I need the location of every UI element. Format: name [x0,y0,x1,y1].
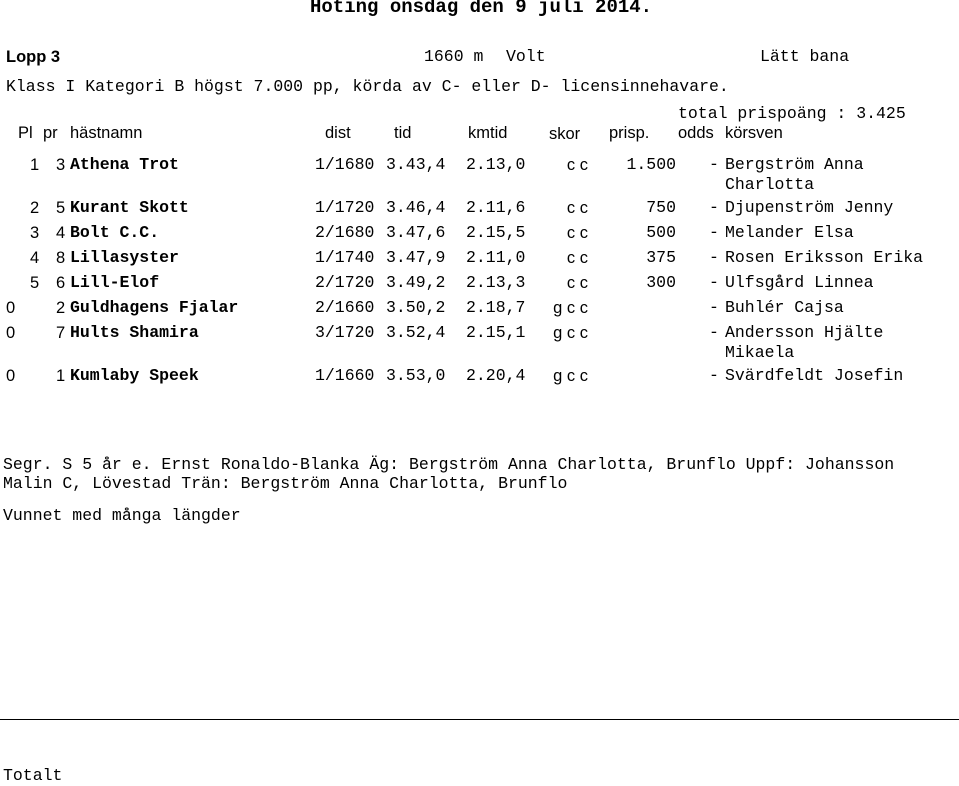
cell-kmtid: 2.11,6 [466,198,526,217]
cell-prisp: 750 [646,198,676,217]
winner-info-line1: Segr. S 5 år e. Ernst Ronaldo-Blanka Äg: Bergström Anna Charlotta, Brunflo Uppf: Johansson [3,455,895,474]
winner-info-line2: Malin C, Lövestad Trän: Bergström Anna Charlotta, Brunflo [3,474,568,493]
cell-dist: 2/1660 [315,298,375,317]
cell-pl: 3 [30,224,40,242]
lopp-label [6,47,60,67]
cell-prisp: 1.500 [626,155,676,174]
header-hastnamn: hästnamn [70,124,143,142]
cell-tid: 3.49,2 [386,273,446,292]
cell-dist: 1/1740 [315,248,375,267]
cell-pr: 6 [56,274,66,292]
cell-pl: 0 [6,367,16,385]
cell-skor: c c [566,199,588,217]
cell-kmtid: 2.11,0 [466,248,526,267]
cell-pl: 0 [6,324,16,342]
cell-kmtid: 2.15,1 [466,323,526,342]
cell-pl: 4 [30,249,40,267]
cell-prisp: 300 [646,273,676,292]
cell-odds: - [709,366,719,385]
cell-dist: 3/1720 [315,323,375,342]
cell-horse-name: Kurant Skott [70,198,189,217]
cell-odds: - [709,273,719,292]
header-skor: skor [549,125,581,143]
cell-tid: 3.46,4 [386,198,446,217]
cell-horse-name: Athena Trot [70,155,179,174]
cell-driver: Svärdfeldt Josefin [725,366,904,385]
cell-pr: 2 [56,299,66,317]
header-prisp: prisp. [609,124,650,142]
header-odds: odds [678,124,714,142]
cell-kmtid: 2.20,4 [466,366,526,385]
page-title: Hoting onsdag den 9 juli 2014. [310,0,653,18]
cell-pr: 4 [56,224,66,242]
cell-skor: g c c [553,299,588,317]
totalt-label: Totalt [3,766,63,785]
track-condition: Lätt bana [760,47,850,66]
cell-kmtid: 2.13,0 [466,155,526,174]
cell-skor: c c [566,224,588,242]
cell-kmtid: 2.18,7 [466,298,526,317]
cell-skor: g c c [553,367,588,385]
header-dist: dist [325,124,351,142]
cell-driver: Melander Elsa [725,223,854,242]
cell-pl: 2 [30,199,40,217]
cell-odds: - [709,323,719,342]
cell-kmtid: 2.15,5 [466,223,526,242]
cell-horse-name: Bolt C.C. [70,223,160,242]
race-comment: Vunnet med många längder [3,506,241,525]
cell-tid: 3.47,6 [386,223,446,242]
cell-odds: - [709,298,719,317]
cell-driver: Ulfsgård Linnea [725,273,874,292]
race-class: Klass I Kategori B högst 7.000 pp, körda av C- eller D- licensinnehavare. [6,77,729,96]
cell-skor: c c [566,156,588,174]
cell-pr: 1 [56,367,66,385]
cell-tid: 3.53,0 [386,366,446,385]
lopp-number: 3 [50,48,61,66]
cell-pr: 5 [56,199,66,217]
cell-horse-name: Lillasyster [70,248,179,267]
cell-horse-name: Guldhagens Fjalar [70,298,239,317]
cell-dist: 1/1660 [315,366,375,385]
cell-skor: g c c [553,324,588,342]
cell-driver: Andersson Hjälte [725,323,884,342]
cell-driver-line2: Charlotta [725,175,815,194]
cell-tid: 3.47,9 [386,248,446,267]
cell-pr: 3 [56,156,66,174]
header-kmtid: kmtid [468,124,508,142]
race-distance: 1660 m [424,47,484,66]
cell-prisp: 375 [646,248,676,267]
cell-kmtid: 2.13,3 [466,273,526,292]
cell-driver: Bergström Anna [725,155,864,174]
cell-tid: 3.52,4 [386,323,446,342]
cell-dist: 2/1720 [315,273,375,292]
cell-odds: - [709,155,719,174]
cell-driver: Djupenström Jenny [725,198,894,217]
cell-pl: 1 [30,156,40,174]
cell-tid: 3.43,4 [386,155,446,174]
cell-horse-name: Kumlaby Speek [70,366,199,385]
cell-pl: 5 [30,274,40,292]
cell-odds: - [709,223,719,242]
cell-horse-name: Hults Shamira [70,323,199,342]
cell-driver: Rosen Eriksson Erika [725,248,924,267]
cell-tid: 3.50,2 [386,298,446,317]
cell-odds: - [709,248,719,267]
cell-prisp: 500 [646,223,676,242]
cell-pr: 8 [56,249,66,267]
cell-driver: Buhlér Cajsa [725,298,844,317]
cell-dist: 2/1680 [315,223,375,242]
cell-pl: 0 [6,299,16,317]
lopp-label-text: Lopp [6,48,47,66]
header-korsven: körsven [725,124,783,142]
cell-dist: 1/1720 [315,198,375,217]
cell-horse-name: Lill-Elof [70,273,160,292]
race-start-type: Volt [506,47,546,66]
header-pl: Pl [18,124,33,142]
divider [0,719,959,720]
header-pr: pr [43,124,58,142]
cell-pr: 7 [56,324,66,342]
cell-odds: - [709,198,719,217]
header-tid: tid [394,124,412,142]
cell-driver-line2: Mikaela [725,343,795,362]
total-prize: total prispoäng : 3.425 [678,104,906,123]
cell-dist: 1/1680 [315,155,375,174]
cell-skor: c c [566,274,588,292]
cell-skor: c c [566,249,588,267]
